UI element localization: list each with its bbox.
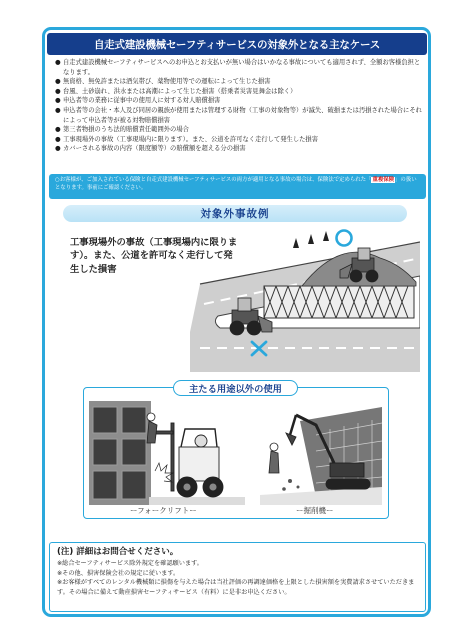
bullet: ● xyxy=(55,86,61,95)
burst-effect xyxy=(155,463,173,482)
circle-ok-mark xyxy=(337,231,352,246)
ground xyxy=(149,497,245,505)
worker-figure xyxy=(269,443,279,473)
exclusion-list xyxy=(55,58,425,154)
bullet: ● xyxy=(55,96,61,105)
list-item xyxy=(55,106,425,125)
list-item xyxy=(55,77,425,87)
note-line: ※その他、損害保険会社の規定に従います。 xyxy=(57,569,180,577)
list-item-text: 自走式建設機械セーフティサービスへのお申込とお支払いが無い場合はいかなる事故についても適用されず、全額お客様負担となります。 xyxy=(63,59,421,76)
notes-box xyxy=(49,542,426,612)
note-highlight: 重複保険 xyxy=(372,177,395,183)
bullet: ● xyxy=(55,105,61,114)
traffic-cones xyxy=(293,231,329,248)
note-line: ※お客様がすべてのレンタル機械類に損傷を与えた場合は当社評価の再調達価格を上限とした損害額を実費請求させていただきます。その場合に備えて動産損害セーフティサービス（有料）に是非お申込ください。 xyxy=(57,579,415,596)
list-item-text: 申込者等の業務に従事中の使用人に対する対人賠償損害 xyxy=(63,97,221,105)
bullet: ● xyxy=(55,134,61,143)
list-item-text: 台風、土砂崩れ、洪水または高潮によって生じた損害（搭乗者災害見舞金は除く） xyxy=(63,87,297,95)
excluded-example-description: 工事現場外の事故（工事現場内に限ります）。また、公道を許可なく走行して発生した損害 xyxy=(70,237,238,275)
caption-excavator: ー掘削機ー xyxy=(296,506,334,515)
bullet: ● xyxy=(55,77,61,86)
list-item-text: 無資格、無免許または酒気帯び、薬物使用等での運転によって生じた損害 xyxy=(63,78,271,86)
note-text: ○お客様が、ご加入されている保険と自走式建設機械セーフティサービスの両方が適用となる事故の場合は、保険法で定められた「 xyxy=(55,177,372,183)
list-item-text: カバーされる事故の内容（限度額等）の賠償額を超える分の損害 xyxy=(63,145,246,153)
excavator-illustration xyxy=(260,401,382,505)
list-item xyxy=(55,87,425,97)
forklift xyxy=(155,423,223,497)
bullet: ● xyxy=(55,58,61,66)
debris xyxy=(282,479,299,491)
duplicate-insurance-note xyxy=(49,174,426,199)
page-title: 自走式建設機械セーフティサービスの対象外となる主なケース xyxy=(47,33,427,55)
section-title-non-primary-use: 主たる用途以外の使用 xyxy=(173,380,298,396)
section-title-excluded-example: 対象外事故例 xyxy=(63,205,407,222)
note-text-end: 」の扱いとなります。事前にご確認ください。 xyxy=(55,177,417,192)
bullet: ● xyxy=(55,125,61,134)
notes-title: (注) 詳細はお問合せください。 xyxy=(57,547,179,557)
bullet: ● xyxy=(55,144,61,153)
worker-on-fork xyxy=(147,413,157,443)
note-line: ※総合セーフティサービス除外規定を確認願います。 xyxy=(57,560,203,567)
site-fence xyxy=(264,286,414,318)
caption-forklift: ーフォークリフトー xyxy=(130,506,197,515)
forklift-illustration xyxy=(89,401,245,505)
list-item xyxy=(55,135,425,145)
list-item xyxy=(55,96,425,106)
list-item xyxy=(55,144,425,154)
list-item xyxy=(55,125,425,135)
list-item-text: 申込者等の会社・本人及び同居の親族が使用または管理する財物（工事の対象物等）が滅失、破損または汚損された場合にそれによって申込者等が被る対物賠償損害 xyxy=(63,106,422,124)
list-item xyxy=(55,58,425,77)
list-item-text: 工事現場外の事故（工事現場内に限ります）。また、公道を許可なく走行して発生した損害 xyxy=(63,135,319,143)
list-item-text: 第三者物損のうち法的賠償責任範囲外の場合 xyxy=(63,126,189,134)
